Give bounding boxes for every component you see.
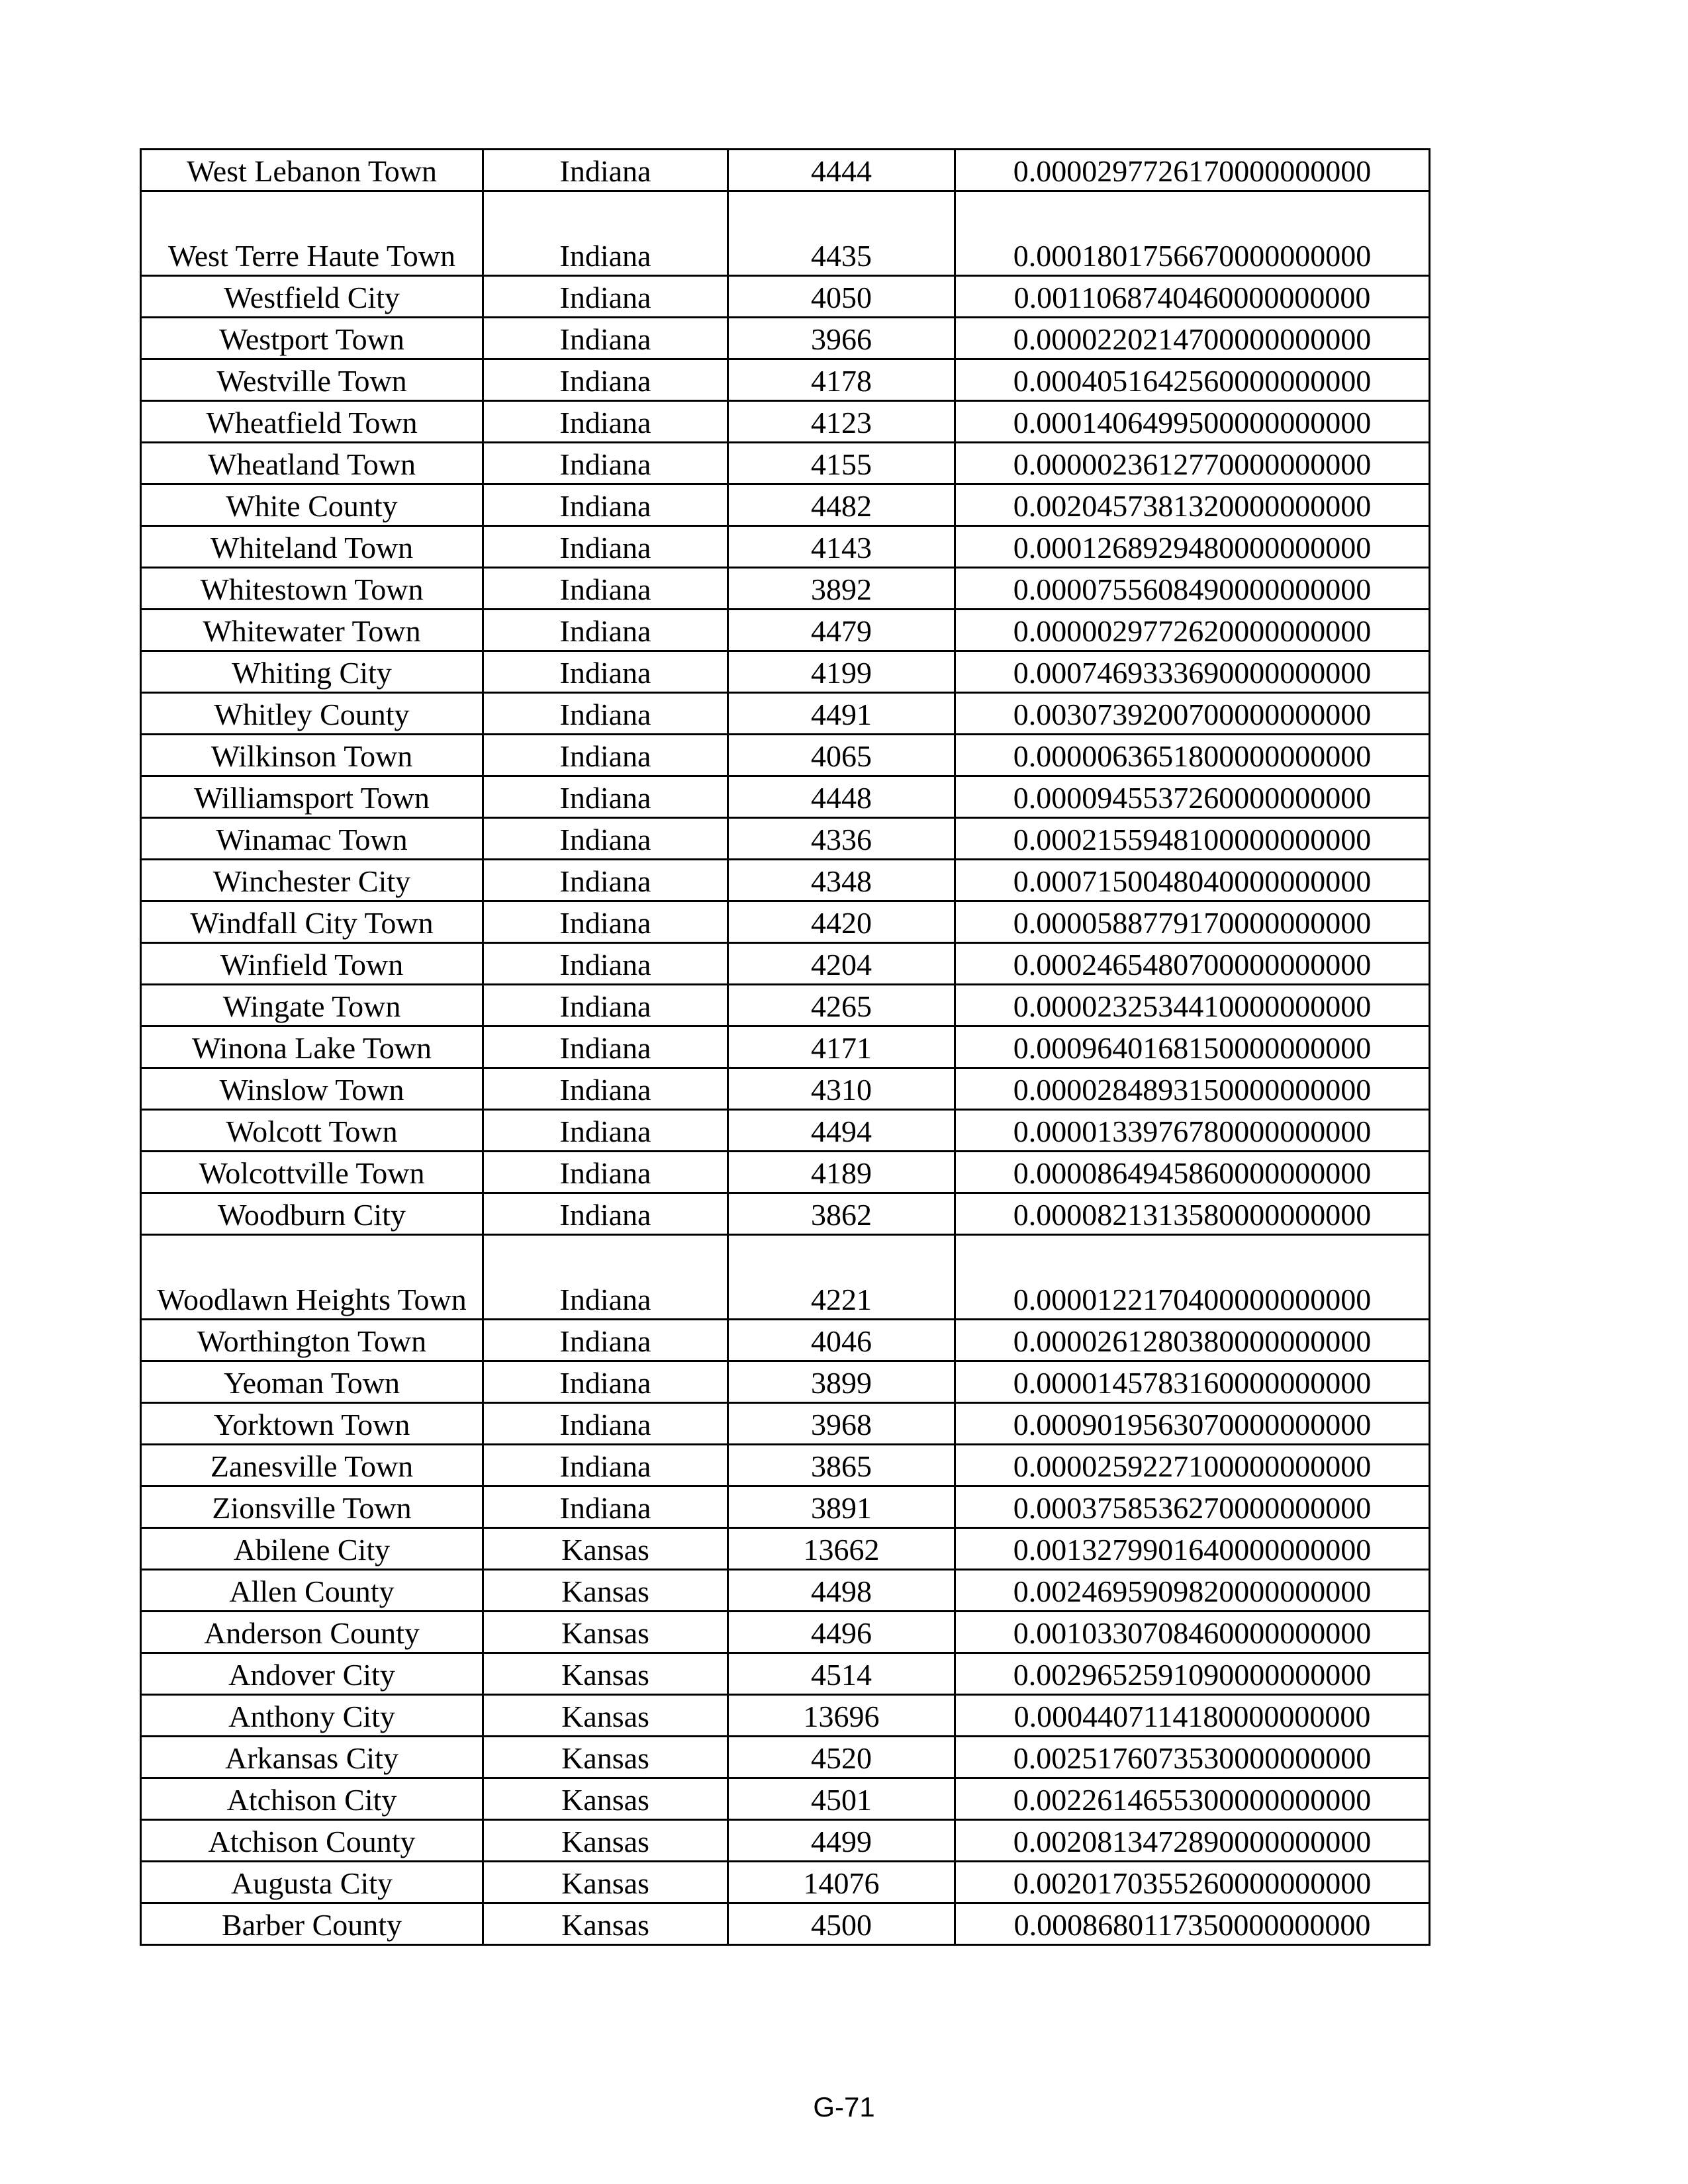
table-row — [141, 1445, 1430, 1486]
jurisdiction-cell: Wheatland Town — [141, 443, 483, 484]
id-cell: 4501 — [728, 1778, 955, 1820]
jurisdiction-cell: Andover City — [141, 1653, 483, 1695]
jurisdiction-cell: Westport Town — [141, 318, 483, 359]
jurisdiction-cell: Wolcottville Town — [141, 1152, 483, 1193]
state-cell: Indiana — [483, 318, 728, 359]
percentage-cell: 0.0001801756670000000000 — [955, 191, 1430, 276]
jurisdiction-cell: Augusta City — [141, 1862, 483, 1903]
state-cell: Indiana — [483, 276, 728, 318]
id-cell: 4265 — [728, 985, 955, 1026]
jurisdiction-cell: Whitley County — [141, 693, 483, 735]
jurisdiction-cell: Windfall City Town — [141, 901, 483, 943]
table-row — [141, 1152, 1430, 1193]
state-cell: Indiana — [483, 818, 728, 860]
table-row — [141, 985, 1430, 1026]
jurisdiction-cell: Zionsville Town — [141, 1486, 483, 1528]
state-cell: Indiana — [483, 1403, 728, 1445]
percentage-cell: 0.0000145783160000000000 — [955, 1361, 1430, 1403]
jurisdiction-cell: White County — [141, 484, 483, 526]
state-cell: Indiana — [483, 1068, 728, 1110]
id-cell: 3892 — [728, 568, 955, 610]
table-row — [141, 526, 1430, 568]
id-cell: 4310 — [728, 1068, 955, 1110]
jurisdiction-cell: Woodburn City — [141, 1193, 483, 1235]
state-cell: Indiana — [483, 1361, 728, 1403]
id-cell: 4499 — [728, 1820, 955, 1862]
percentage-cell: 0.0000755608490000000000 — [955, 568, 1430, 610]
table-row — [141, 1320, 1430, 1361]
state-cell: Kansas — [483, 1903, 728, 1945]
table-row — [141, 1820, 1430, 1862]
id-cell: 4189 — [728, 1152, 955, 1193]
jurisdiction-cell: Winona Lake Town — [141, 1026, 483, 1068]
state-cell: Kansas — [483, 1862, 728, 1903]
percentage-cell: 0.0030739200700000000000 — [955, 693, 1430, 735]
table-row — [141, 943, 1430, 985]
table-row — [141, 1026, 1430, 1068]
table-row — [141, 1528, 1430, 1570]
table-row — [141, 651, 1430, 693]
jurisdiction-cell: Worthington Town — [141, 1320, 483, 1361]
percentage-cell: 0.0002465480700000000000 — [955, 943, 1430, 985]
table-row — [141, 1110, 1430, 1152]
state-cell: Indiana — [483, 401, 728, 443]
state-cell: Kansas — [483, 1695, 728, 1737]
jurisdiction-cell: West Lebanon Town — [141, 150, 483, 191]
jurisdiction-cell: Whitewater Town — [141, 610, 483, 651]
table-row — [141, 860, 1430, 901]
id-cell: 13696 — [728, 1695, 955, 1737]
table-row — [141, 1695, 1430, 1737]
id-cell: 3899 — [728, 1361, 955, 1403]
percentage-cell: 0.0011068740460000000000 — [955, 276, 1430, 318]
percentage-cell: 0.0022614655300000000000 — [955, 1778, 1430, 1820]
id-cell: 4171 — [728, 1026, 955, 1068]
percentage-cell: 0.0009640168150000000000 — [955, 1026, 1430, 1068]
id-cell: 4520 — [728, 1737, 955, 1778]
percentage-cell: 0.0013279901640000000000 — [955, 1528, 1430, 1570]
percentage-cell: 0.0001406499500000000000 — [955, 401, 1430, 443]
percentage-cell: 0.0000821313580000000000 — [955, 1193, 1430, 1235]
jurisdiction-cell: Zanesville Town — [141, 1445, 483, 1486]
id-cell: 4435 — [728, 191, 955, 276]
id-cell: 4491 — [728, 693, 955, 735]
state-cell: Kansas — [483, 1528, 728, 1570]
percentage-cell: 0.0000259227100000000000 — [955, 1445, 1430, 1486]
state-cell: Indiana — [483, 651, 728, 693]
table-row — [141, 568, 1430, 610]
id-cell: 3966 — [728, 318, 955, 359]
percentage-cell: 0.0020170355260000000000 — [955, 1862, 1430, 1903]
id-cell: 3968 — [728, 1403, 955, 1445]
percentage-cell: 0.0000063651800000000000 — [955, 735, 1430, 776]
table-row — [141, 150, 1430, 191]
jurisdiction-cell: Anderson County — [141, 1612, 483, 1653]
percentage-cell: 0.0000588779170000000000 — [955, 901, 1430, 943]
percentage-cell: 0.0029652591090000000000 — [955, 1653, 1430, 1695]
state-cell: Indiana — [483, 443, 728, 484]
id-cell: 4199 — [728, 651, 955, 693]
table-body — [141, 150, 1430, 1945]
state-cell: Indiana — [483, 526, 728, 568]
id-cell: 4123 — [728, 401, 955, 443]
state-cell: Indiana — [483, 1320, 728, 1361]
percentage-cell: 0.0008680117350000000000 — [955, 1903, 1430, 1945]
table-row — [141, 1778, 1430, 1820]
table-row — [141, 776, 1430, 818]
table-row — [141, 1570, 1430, 1612]
percentage-cell: 0.0000864945860000000000 — [955, 1152, 1430, 1193]
id-cell: 4050 — [728, 276, 955, 318]
state-cell: Indiana — [483, 1486, 728, 1528]
table-row — [141, 1193, 1430, 1235]
state-cell: Kansas — [483, 1778, 728, 1820]
id-cell: 4500 — [728, 1903, 955, 1945]
state-cell: Kansas — [483, 1820, 728, 1862]
percentage-cell: 0.0000232534410000000000 — [955, 985, 1430, 1026]
id-cell: 14076 — [728, 1862, 955, 1903]
state-cell: Indiana — [483, 1235, 728, 1320]
state-cell: Kansas — [483, 1570, 728, 1612]
table-row — [141, 443, 1430, 484]
jurisdiction-cell: Allen County — [141, 1570, 483, 1612]
jurisdiction-cell: Atchison City — [141, 1778, 483, 1820]
state-cell: Indiana — [483, 1193, 728, 1235]
id-cell: 4336 — [728, 818, 955, 860]
percentage-cell: 0.0007150048040000000000 — [955, 860, 1430, 901]
jurisdiction-cell: Wilkinson Town — [141, 735, 483, 776]
percentage-cell: 0.0002155948100000000000 — [955, 818, 1430, 860]
id-cell: 4448 — [728, 776, 955, 818]
table-row — [141, 1862, 1430, 1903]
percentage-cell: 0.0009019563070000000000 — [955, 1403, 1430, 1445]
id-cell: 3891 — [728, 1486, 955, 1528]
state-cell: Kansas — [483, 1737, 728, 1778]
percentage-cell: 0.0025176073530000000000 — [955, 1737, 1430, 1778]
percentage-cell: 0.0020813472890000000000 — [955, 1820, 1430, 1862]
state-cell: Indiana — [483, 1152, 728, 1193]
jurisdiction-cell: Whitestown Town — [141, 568, 483, 610]
jurisdiction-cell: Anthony City — [141, 1695, 483, 1737]
jurisdiction-cell: Winslow Town — [141, 1068, 483, 1110]
percentage-cell: 0.0000029772620000000000 — [955, 610, 1430, 651]
state-cell: Indiana — [483, 359, 728, 401]
jurisdiction-cell: Arkansas City — [141, 1737, 483, 1778]
state-cell: Indiana — [483, 693, 728, 735]
percentage-cell: 0.0000220214700000000000 — [955, 318, 1430, 359]
jurisdiction-cell: Yeoman Town — [141, 1361, 483, 1403]
jurisdiction-cell: Winchester City — [141, 860, 483, 901]
percentage-cell: 0.0000945537260000000000 — [955, 776, 1430, 818]
id-cell: 4498 — [728, 1570, 955, 1612]
state-cell: Indiana — [483, 901, 728, 943]
table-row — [141, 1403, 1430, 1445]
id-cell: 4178 — [728, 359, 955, 401]
jurisdiction-cell: Wingate Town — [141, 985, 483, 1026]
state-cell: Indiana — [483, 1445, 728, 1486]
jurisdiction-cell: Yorktown Town — [141, 1403, 483, 1445]
jurisdiction-cell: Atchison County — [141, 1820, 483, 1862]
jurisdiction-cell: Abilene City — [141, 1528, 483, 1570]
percentage-cell: 0.0010330708460000000000 — [955, 1612, 1430, 1653]
state-cell: Indiana — [483, 860, 728, 901]
id-cell: 3865 — [728, 1445, 955, 1486]
state-cell: Indiana — [483, 985, 728, 1026]
id-cell: 4143 — [728, 526, 955, 568]
state-cell: Indiana — [483, 568, 728, 610]
id-cell: 4420 — [728, 901, 955, 943]
state-cell: Kansas — [483, 1612, 728, 1653]
id-cell: 4444 — [728, 150, 955, 191]
table-row — [141, 1361, 1430, 1403]
percentage-cell: 0.0020457381320000000000 — [955, 484, 1430, 526]
id-cell: 4065 — [728, 735, 955, 776]
percentage-cell: 0.0001268929480000000000 — [955, 526, 1430, 568]
table-row — [141, 276, 1430, 318]
table-row — [141, 735, 1430, 776]
percentage-cell: 0.0004051642560000000000 — [955, 359, 1430, 401]
table-row — [141, 401, 1430, 443]
table-row — [141, 610, 1430, 651]
id-cell: 4496 — [728, 1612, 955, 1653]
jurisdiction-cell: Wolcott Town — [141, 1110, 483, 1152]
state-cell: Kansas — [483, 1653, 728, 1695]
id-cell: 4155 — [728, 443, 955, 484]
id-cell: 4348 — [728, 860, 955, 901]
table-row — [141, 484, 1430, 526]
id-cell: 4221 — [728, 1235, 955, 1320]
percentage-cell: 0.0000261280380000000000 — [955, 1320, 1430, 1361]
state-cell: Indiana — [483, 776, 728, 818]
id-cell: 4514 — [728, 1653, 955, 1695]
page-number: G-71 — [813, 2091, 875, 2122]
table-row — [141, 1653, 1430, 1695]
id-cell: 4482 — [728, 484, 955, 526]
id-cell: 3862 — [728, 1193, 955, 1235]
id-cell: 4204 — [728, 943, 955, 985]
table-row — [141, 1068, 1430, 1110]
table-row — [141, 818, 1430, 860]
allocation-table — [140, 148, 1430, 1946]
jurisdiction-cell: Wheatfield Town — [141, 401, 483, 443]
percentage-cell: 0.0000023612770000000000 — [955, 443, 1430, 484]
table-row — [141, 1903, 1430, 1945]
jurisdiction-cell: West Terre Haute Town — [141, 191, 483, 276]
percentage-cell: 0.0003758536270000000000 — [955, 1486, 1430, 1528]
jurisdiction-cell: Whiteland Town — [141, 526, 483, 568]
percentage-cell: 0.0000133976780000000000 — [955, 1110, 1430, 1152]
id-cell: 4046 — [728, 1320, 955, 1361]
jurisdiction-cell: Williamsport Town — [141, 776, 483, 818]
id-cell: 4479 — [728, 610, 955, 651]
table-row — [141, 1235, 1430, 1320]
percentage-cell: 0.0007469333690000000000 — [955, 651, 1430, 693]
id-cell: 13662 — [728, 1528, 955, 1570]
id-cell: 4494 — [728, 1110, 955, 1152]
percentage-cell: 0.0024695909820000000000 — [955, 1570, 1430, 1612]
percentage-cell: 0.0000122170400000000000 — [955, 1235, 1430, 1320]
jurisdiction-cell: Woodlawn Heights Town — [141, 1235, 483, 1320]
state-cell: Indiana — [483, 1110, 728, 1152]
jurisdiction-cell: Winamac Town — [141, 818, 483, 860]
table-row — [141, 191, 1430, 276]
state-cell: Indiana — [483, 150, 728, 191]
table-row — [141, 901, 1430, 943]
jurisdiction-cell: Winfield Town — [141, 943, 483, 985]
state-cell: Indiana — [483, 484, 728, 526]
table-row — [141, 1486, 1430, 1528]
jurisdiction-cell: Barber County — [141, 1903, 483, 1945]
jurisdiction-cell: Whiting City — [141, 651, 483, 693]
state-cell: Indiana — [483, 735, 728, 776]
table-row — [141, 359, 1430, 401]
table-row — [141, 1737, 1430, 1778]
table-row — [141, 1612, 1430, 1653]
state-cell: Indiana — [483, 191, 728, 276]
table-row — [141, 318, 1430, 359]
table-row — [141, 693, 1430, 735]
percentage-cell: 0.0004407114180000000000 — [955, 1695, 1430, 1737]
state-cell: Indiana — [483, 610, 728, 651]
state-cell: Indiana — [483, 1026, 728, 1068]
jurisdiction-cell: Westfield City — [141, 276, 483, 318]
percentage-cell: 0.0000297726170000000000 — [955, 150, 1430, 191]
jurisdiction-cell: Westville Town — [141, 359, 483, 401]
percentage-cell: 0.0000284893150000000000 — [955, 1068, 1430, 1110]
state-cell: Indiana — [483, 943, 728, 985]
